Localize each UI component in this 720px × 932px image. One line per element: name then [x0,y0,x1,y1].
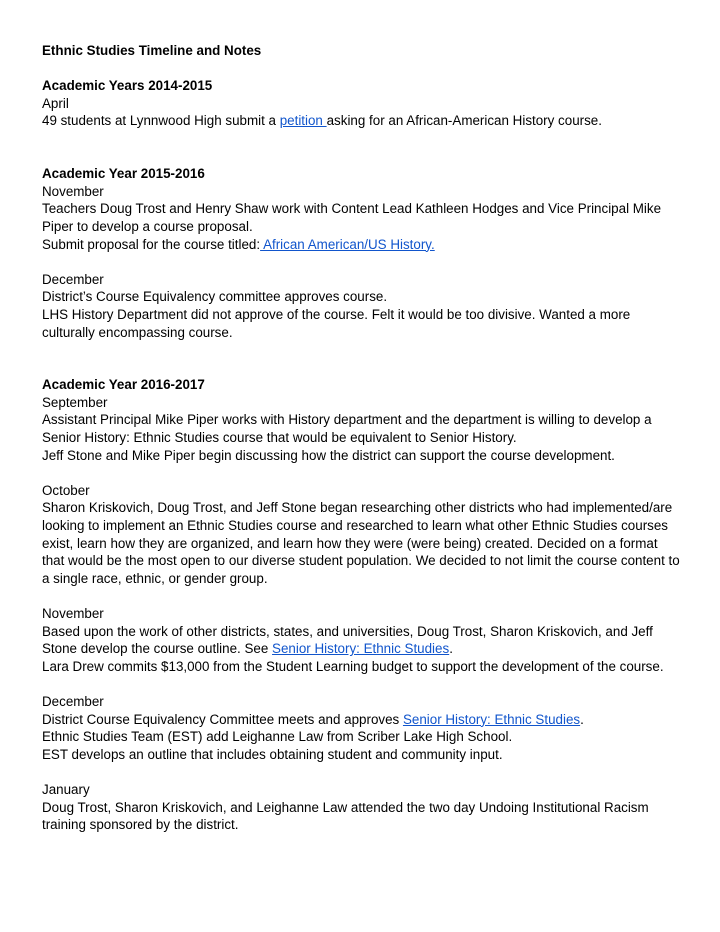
senior-history-ethnic-studies-link[interactable]: Senior History: Ethnic Studies [272,641,450,657]
entry-text: Submit proposal for the course titled: [42,236,261,252]
entry-committee-meets [42,711,682,729]
spacer [42,763,682,781]
spacer [42,60,682,78]
spacer [42,341,682,376]
spacer [42,130,682,165]
month-label-december: December [42,271,104,287]
month-label-september: September [42,394,108,410]
entry-est-add-law: Ethnic Studies Team (EST) add Leighanne Law from Scriber Lake High School. [42,729,513,745]
month-label-october: October [42,482,90,498]
entry-course-outline [42,623,682,658]
entry-est-outline: EST develops an outline that includes obtaining student and community input. [42,746,503,762]
entry-text: 49 students at Lynnwood High submit a [42,113,280,129]
petition-link[interactable]: petition [279,113,327,129]
document-page [42,42,682,834]
entry-research-districts: Sharon Kriskovich, Doug Trost, and Jeff Stone began researching other districts who had implemented/are looking to implement an Ethnic Studies course and researched to learn what other Ethnic Studies courses exist, learn how they are organized, and learn how they were (were being) created. Decided on a format that would be the most open to our diverse student population. We decided to not limit the course content to a single race, ethnic, or gender group. [42,500,680,586]
entry-piper-history-dept: Assistant Principal Mike Piper works with History department and the department is willing to develop a Senior History: Ethnic Studies course that would be equivalent to Senior History. [42,412,652,446]
section-2014-2015 [42,77,682,130]
month-label-january: January [42,781,90,797]
entry-text: . [580,711,584,727]
document-title: Ethnic Studies Timeline and Notes [42,43,262,58]
entry-committee-approves: District’s Course Equivalency committee approves course. [42,289,388,305]
spacer [42,253,682,271]
month-label-november: November [42,606,104,621]
entry-submit-proposal [42,236,682,254]
entry-lhs-not-approve: LHS History Department did not approve of the course. Felt it would be too divisive. Wanted a more culturally encompassing course. [42,306,631,340]
spacer [42,587,682,605]
month-label-december: December [42,693,104,709]
spacer [42,675,682,693]
entry-stone-piper-discuss: Jeff Stone and Mike Piper begin discussing how the district can support the course development. [42,447,615,463]
section-heading: Academic Years 2014-2015 [42,78,213,94]
month-label-april: April [42,95,69,111]
entry-budget-commit: Lara Drew commits $13,000 from the Student Learning budget to support the development of the course. [42,658,664,674]
senior-history-ethnic-studies-link[interactable]: Senior History: Ethnic Studies [402,711,581,727]
entry-petition [42,112,682,130]
section-2016-2017 [42,376,682,833]
entry-racism-training: Doug Trost, Sharon Kriskovich, and Leighanne Law attended the two day Undoing Institutional Racism training sponsored by the district. [42,799,649,833]
entry-teachers-proposal: Teachers Doug Trost and Henry Shaw work with Content Lead Kathleen Hodges and Vice Principal Mike Piper to develop a course proposal. [42,201,662,234]
spacer [42,464,682,482]
section-heading: Academic Year 2015-2016 [42,166,205,182]
entry-text: Based upon the work of other districts, states, and universities, Doug Trost, Sharon Kriskovich, and Jeff Stone develop the course outline. See [42,623,653,657]
month-label-november: November [42,183,104,199]
entry-text: . [449,641,453,657]
african-american-us-history-link[interactable]: African American/US History. [260,236,435,252]
entry-text: District Course Equivalency Committee meets and approves [42,711,403,727]
section-heading: Academic Year 2016-2017 [42,377,205,393]
entry-text: asking for an African-American History course. [326,113,602,129]
section-2015-2016 [42,165,682,341]
